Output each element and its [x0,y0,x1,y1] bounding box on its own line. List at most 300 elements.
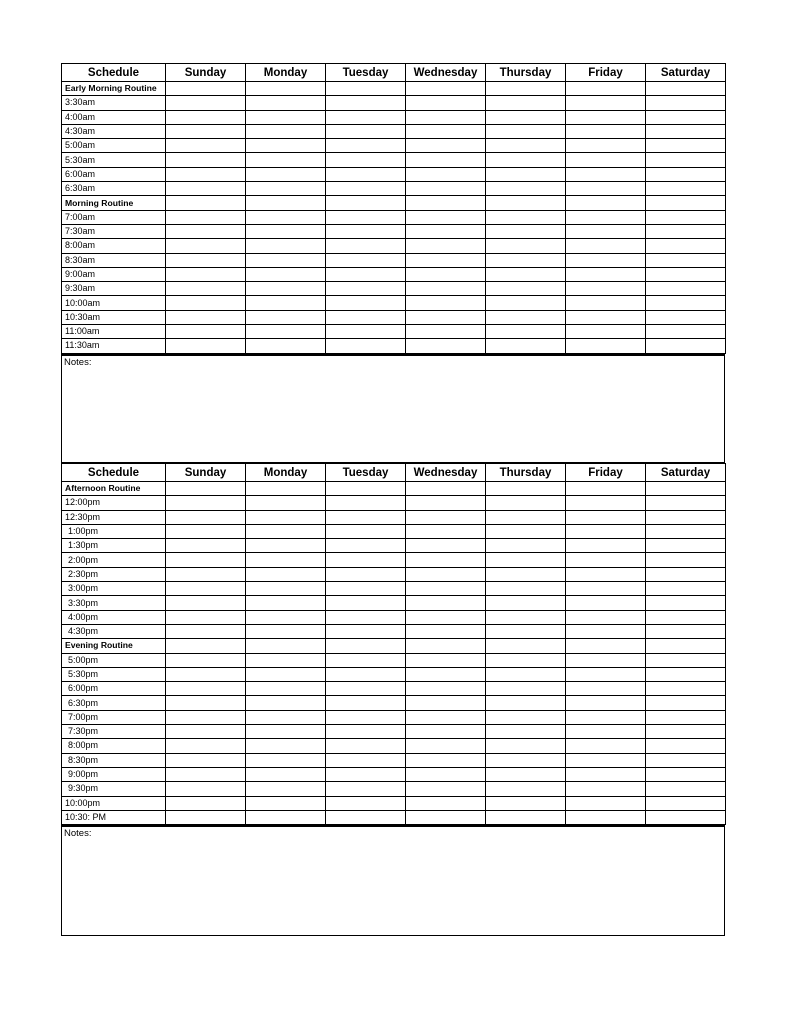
schedule-cell-friday[interactable] [566,667,646,681]
schedule-cell-tuesday[interactable] [326,610,406,624]
schedule-cell-friday[interactable] [566,682,646,696]
schedule-cell-wednesday[interactable] [406,725,486,739]
schedule-cell-monday[interactable] [246,210,326,224]
schedule-cell-wednesday[interactable] [406,167,486,181]
schedule-cell-tuesday[interactable] [326,739,406,753]
schedule-cell-saturday[interactable] [646,639,726,653]
schedule-cell-tuesday[interactable] [326,153,406,167]
schedule-cell-saturday[interactable] [646,167,726,181]
schedule-cell-thursday[interactable] [486,310,566,324]
schedule-cell-thursday[interactable] [486,696,566,710]
schedule-cell-thursday[interactable] [486,596,566,610]
schedule-cell-monday[interactable] [246,710,326,724]
schedule-cell-friday[interactable] [566,582,646,596]
schedule-cell-wednesday[interactable] [406,610,486,624]
schedule-cell-wednesday[interactable] [406,624,486,638]
schedule-cell-tuesday[interactable] [326,124,406,138]
schedule-cell-saturday[interactable] [646,653,726,667]
schedule-cell-saturday[interactable] [646,210,726,224]
schedule-cell-thursday[interactable] [486,539,566,553]
schedule-cell-saturday[interactable] [646,524,726,538]
schedule-cell-wednesday[interactable] [406,653,486,667]
schedule-cell-sunday[interactable] [166,810,246,824]
schedule-cell-saturday[interactable] [646,582,726,596]
schedule-cell-sunday[interactable] [166,182,246,196]
schedule-cell-saturday[interactable] [646,110,726,124]
schedule-cell-friday[interactable] [566,753,646,767]
schedule-cell-friday[interactable] [566,310,646,324]
schedule-cell-saturday[interactable] [646,253,726,267]
schedule-cell-wednesday[interactable] [406,82,486,96]
schedule-cell-tuesday[interactable] [326,210,406,224]
schedule-cell-sunday[interactable] [166,310,246,324]
schedule-cell-wednesday[interactable] [406,753,486,767]
schedule-cell-tuesday[interactable] [326,96,406,110]
schedule-cell-thursday[interactable] [486,582,566,596]
schedule-cell-monday[interactable] [246,153,326,167]
schedule-cell-monday[interactable] [246,196,326,210]
schedule-cell-friday[interactable] [566,110,646,124]
schedule-cell-friday[interactable] [566,196,646,210]
schedule-cell-wednesday[interactable] [406,139,486,153]
schedule-cell-wednesday[interactable] [406,739,486,753]
schedule-cell-thursday[interactable] [486,267,566,281]
schedule-cell-sunday[interactable] [166,282,246,296]
schedule-cell-sunday[interactable] [166,167,246,181]
schedule-cell-friday[interactable] [566,339,646,353]
schedule-cell-sunday[interactable] [166,596,246,610]
schedule-cell-wednesday[interactable] [406,210,486,224]
schedule-cell-sunday[interactable] [166,82,246,96]
schedule-cell-tuesday[interactable] [326,710,406,724]
schedule-cell-monday[interactable] [246,510,326,524]
schedule-cell-wednesday[interactable] [406,496,486,510]
schedule-cell-wednesday[interactable] [406,296,486,310]
schedule-cell-wednesday[interactable] [406,810,486,824]
schedule-cell-tuesday[interactable] [326,539,406,553]
schedule-cell-monday[interactable] [246,682,326,696]
schedule-cell-thursday[interactable] [486,767,566,781]
schedule-cell-sunday[interactable] [166,239,246,253]
schedule-cell-sunday[interactable] [166,325,246,339]
schedule-cell-friday[interactable] [566,610,646,624]
schedule-cell-thursday[interactable] [486,296,566,310]
schedule-cell-saturday[interactable] [646,710,726,724]
schedule-cell-tuesday[interactable] [326,282,406,296]
schedule-cell-thursday[interactable] [486,610,566,624]
schedule-cell-friday[interactable] [566,710,646,724]
schedule-cell-friday[interactable] [566,96,646,110]
schedule-cell-saturday[interactable] [646,696,726,710]
schedule-cell-sunday[interactable] [166,267,246,281]
schedule-cell-tuesday[interactable] [326,667,406,681]
schedule-cell-sunday[interactable] [166,796,246,810]
schedule-cell-monday[interactable] [246,739,326,753]
schedule-cell-monday[interactable] [246,582,326,596]
schedule-cell-sunday[interactable] [166,582,246,596]
schedule-cell-friday[interactable] [566,653,646,667]
schedule-cell-wednesday[interactable] [406,667,486,681]
schedule-cell-wednesday[interactable] [406,710,486,724]
schedule-cell-monday[interactable] [246,539,326,553]
schedule-cell-thursday[interactable] [486,253,566,267]
schedule-cell-sunday[interactable] [166,753,246,767]
schedule-cell-tuesday[interactable] [326,796,406,810]
schedule-cell-sunday[interactable] [166,196,246,210]
schedule-cell-friday[interactable] [566,153,646,167]
schedule-cell-wednesday[interactable] [406,239,486,253]
schedule-cell-thursday[interactable] [486,739,566,753]
schedule-cell-monday[interactable] [246,696,326,710]
schedule-cell-friday[interactable] [566,239,646,253]
schedule-cell-tuesday[interactable] [326,224,406,238]
schedule-cell-tuesday[interactable] [326,167,406,181]
schedule-cell-tuesday[interactable] [326,653,406,667]
schedule-cell-monday[interactable] [246,596,326,610]
schedule-cell-saturday[interactable] [646,482,726,496]
schedule-cell-tuesday[interactable] [326,496,406,510]
schedule-cell-saturday[interactable] [646,296,726,310]
schedule-cell-monday[interactable] [246,253,326,267]
schedule-cell-friday[interactable] [566,224,646,238]
schedule-cell-monday[interactable] [246,782,326,796]
schedule-cell-saturday[interactable] [646,196,726,210]
schedule-cell-sunday[interactable] [166,153,246,167]
schedule-cell-thursday[interactable] [486,667,566,681]
schedule-cell-friday[interactable] [566,253,646,267]
schedule-cell-sunday[interactable] [166,610,246,624]
schedule-cell-monday[interactable] [246,567,326,581]
schedule-cell-tuesday[interactable] [326,810,406,824]
schedule-cell-thursday[interactable] [486,282,566,296]
schedule-cell-wednesday[interactable] [406,196,486,210]
schedule-cell-wednesday[interactable] [406,110,486,124]
schedule-cell-sunday[interactable] [166,139,246,153]
schedule-cell-sunday[interactable] [166,296,246,310]
schedule-cell-monday[interactable] [246,282,326,296]
schedule-cell-thursday[interactable] [486,510,566,524]
schedule-cell-tuesday[interactable] [326,682,406,696]
schedule-cell-wednesday[interactable] [406,582,486,596]
schedule-cell-friday[interactable] [566,810,646,824]
schedule-cell-sunday[interactable] [166,253,246,267]
schedule-cell-friday[interactable] [566,282,646,296]
schedule-cell-friday[interactable] [566,696,646,710]
schedule-cell-tuesday[interactable] [326,753,406,767]
schedule-cell-saturday[interactable] [646,510,726,524]
schedule-cell-monday[interactable] [246,110,326,124]
schedule-cell-friday[interactable] [566,639,646,653]
schedule-cell-wednesday[interactable] [406,310,486,324]
schedule-cell-friday[interactable] [566,539,646,553]
schedule-cell-tuesday[interactable] [326,82,406,96]
schedule-cell-monday[interactable] [246,610,326,624]
schedule-cell-tuesday[interactable] [326,339,406,353]
schedule-cell-saturday[interactable] [646,325,726,339]
schedule-cell-wednesday[interactable] [406,124,486,138]
schedule-cell-saturday[interactable] [646,82,726,96]
schedule-cell-monday[interactable] [246,553,326,567]
schedule-cell-tuesday[interactable] [326,582,406,596]
schedule-cell-tuesday[interactable] [326,624,406,638]
schedule-cell-wednesday[interactable] [406,553,486,567]
schedule-cell-friday[interactable] [566,767,646,781]
schedule-cell-tuesday[interactable] [326,639,406,653]
schedule-cell-thursday[interactable] [486,753,566,767]
schedule-cell-saturday[interactable] [646,667,726,681]
schedule-cell-friday[interactable] [566,596,646,610]
schedule-cell-sunday[interactable] [166,710,246,724]
schedule-cell-thursday[interactable] [486,224,566,238]
schedule-cell-wednesday[interactable] [406,153,486,167]
schedule-cell-tuesday[interactable] [326,196,406,210]
schedule-cell-monday[interactable] [246,139,326,153]
schedule-cell-friday[interactable] [566,325,646,339]
schedule-cell-tuesday[interactable] [326,482,406,496]
schedule-cell-saturday[interactable] [646,124,726,138]
schedule-cell-sunday[interactable] [166,782,246,796]
schedule-cell-sunday[interactable] [166,553,246,567]
schedule-cell-sunday[interactable] [166,496,246,510]
schedule-cell-tuesday[interactable] [326,296,406,310]
schedule-cell-sunday[interactable] [166,124,246,138]
schedule-cell-monday[interactable] [246,325,326,339]
schedule-cell-sunday[interactable] [166,339,246,353]
schedule-cell-friday[interactable] [566,553,646,567]
schedule-cell-thursday[interactable] [486,782,566,796]
schedule-cell-wednesday[interactable] [406,482,486,496]
schedule-cell-friday[interactable] [566,124,646,138]
schedule-cell-wednesday[interactable] [406,639,486,653]
schedule-cell-tuesday[interactable] [326,239,406,253]
schedule-cell-friday[interactable] [566,267,646,281]
schedule-cell-wednesday[interactable] [406,267,486,281]
schedule-cell-wednesday[interactable] [406,182,486,196]
schedule-cell-friday[interactable] [566,139,646,153]
schedule-cell-saturday[interactable] [646,567,726,581]
schedule-cell-wednesday[interactable] [406,682,486,696]
schedule-cell-sunday[interactable] [166,696,246,710]
schedule-cell-friday[interactable] [566,524,646,538]
schedule-cell-monday[interactable] [246,124,326,138]
schedule-cell-saturday[interactable] [646,224,726,238]
schedule-cell-sunday[interactable] [166,653,246,667]
schedule-cell-tuesday[interactable] [326,182,406,196]
notes-box-afternoon[interactable] [61,825,725,936]
schedule-cell-thursday[interactable] [486,96,566,110]
schedule-cell-monday[interactable] [246,267,326,281]
schedule-cell-thursday[interactable] [486,339,566,353]
schedule-cell-saturday[interactable] [646,310,726,324]
schedule-cell-thursday[interactable] [486,210,566,224]
schedule-cell-wednesday[interactable] [406,325,486,339]
schedule-cell-sunday[interactable] [166,682,246,696]
schedule-cell-thursday[interactable] [486,239,566,253]
schedule-cell-monday[interactable] [246,639,326,653]
schedule-cell-wednesday[interactable] [406,510,486,524]
schedule-cell-thursday[interactable] [486,139,566,153]
schedule-cell-thursday[interactable] [486,110,566,124]
schedule-cell-monday[interactable] [246,182,326,196]
schedule-cell-sunday[interactable] [166,482,246,496]
schedule-cell-sunday[interactable] [166,667,246,681]
schedule-cell-saturday[interactable] [646,182,726,196]
schedule-cell-tuesday[interactable] [326,110,406,124]
schedule-cell-tuesday[interactable] [326,139,406,153]
schedule-cell-monday[interactable] [246,296,326,310]
schedule-cell-wednesday[interactable] [406,767,486,781]
schedule-cell-monday[interactable] [246,482,326,496]
schedule-cell-tuesday[interactable] [326,267,406,281]
schedule-cell-thursday[interactable] [486,124,566,138]
schedule-cell-saturday[interactable] [646,596,726,610]
schedule-cell-thursday[interactable] [486,639,566,653]
schedule-cell-sunday[interactable] [166,524,246,538]
schedule-cell-saturday[interactable] [646,239,726,253]
schedule-cell-sunday[interactable] [166,539,246,553]
schedule-cell-monday[interactable] [246,96,326,110]
schedule-cell-sunday[interactable] [166,739,246,753]
schedule-cell-thursday[interactable] [486,653,566,667]
schedule-cell-thursday[interactable] [486,682,566,696]
schedule-cell-thursday[interactable] [486,482,566,496]
schedule-cell-friday[interactable] [566,567,646,581]
schedule-cell-monday[interactable] [246,310,326,324]
schedule-cell-tuesday[interactable] [326,310,406,324]
schedule-cell-monday[interactable] [246,624,326,638]
schedule-cell-tuesday[interactable] [326,696,406,710]
schedule-cell-monday[interactable] [246,725,326,739]
schedule-cell-sunday[interactable] [166,767,246,781]
schedule-cell-friday[interactable] [566,82,646,96]
schedule-cell-monday[interactable] [246,224,326,238]
schedule-cell-thursday[interactable] [486,710,566,724]
schedule-cell-friday[interactable] [566,482,646,496]
schedule-cell-wednesday[interactable] [406,524,486,538]
schedule-cell-thursday[interactable] [486,524,566,538]
schedule-cell-friday[interactable] [566,796,646,810]
schedule-cell-saturday[interactable] [646,339,726,353]
schedule-cell-friday[interactable] [566,739,646,753]
schedule-cell-sunday[interactable] [166,224,246,238]
schedule-cell-saturday[interactable] [646,725,726,739]
schedule-cell-saturday[interactable] [646,767,726,781]
schedule-cell-monday[interactable] [246,82,326,96]
schedule-cell-thursday[interactable] [486,810,566,824]
schedule-cell-saturday[interactable] [646,139,726,153]
schedule-cell-friday[interactable] [566,182,646,196]
schedule-cell-friday[interactable] [566,725,646,739]
schedule-cell-tuesday[interactable] [326,567,406,581]
schedule-cell-friday[interactable] [566,296,646,310]
schedule-cell-monday[interactable] [246,810,326,824]
schedule-cell-saturday[interactable] [646,739,726,753]
schedule-cell-monday[interactable] [246,667,326,681]
schedule-cell-monday[interactable] [246,239,326,253]
schedule-cell-tuesday[interactable] [326,253,406,267]
schedule-cell-wednesday[interactable] [406,596,486,610]
schedule-cell-thursday[interactable] [486,725,566,739]
schedule-cell-friday[interactable] [566,496,646,510]
schedule-cell-thursday[interactable] [486,182,566,196]
notes-box-morning[interactable] [61,354,725,463]
schedule-cell-tuesday[interactable] [326,325,406,339]
schedule-cell-friday[interactable] [566,210,646,224]
schedule-cell-monday[interactable] [246,767,326,781]
schedule-cell-sunday[interactable] [166,639,246,653]
schedule-cell-tuesday[interactable] [326,767,406,781]
schedule-cell-friday[interactable] [566,782,646,796]
schedule-cell-saturday[interactable] [646,753,726,767]
schedule-cell-saturday[interactable] [646,810,726,824]
schedule-cell-wednesday[interactable] [406,282,486,296]
schedule-cell-wednesday[interactable] [406,253,486,267]
schedule-cell-wednesday[interactable] [406,696,486,710]
schedule-cell-thursday[interactable] [486,82,566,96]
schedule-cell-monday[interactable] [246,796,326,810]
schedule-cell-sunday[interactable] [166,510,246,524]
schedule-cell-wednesday[interactable] [406,224,486,238]
schedule-cell-saturday[interactable] [646,796,726,810]
schedule-cell-thursday[interactable] [486,567,566,581]
schedule-cell-monday[interactable] [246,496,326,510]
schedule-cell-sunday[interactable] [166,210,246,224]
schedule-cell-sunday[interactable] [166,567,246,581]
schedule-cell-saturday[interactable] [646,496,726,510]
schedule-cell-saturday[interactable] [646,153,726,167]
schedule-cell-sunday[interactable] [166,96,246,110]
schedule-cell-tuesday[interactable] [326,782,406,796]
schedule-cell-wednesday[interactable] [406,796,486,810]
schedule-cell-thursday[interactable] [486,167,566,181]
schedule-cell-sunday[interactable] [166,725,246,739]
schedule-cell-monday[interactable] [246,653,326,667]
schedule-cell-saturday[interactable] [646,610,726,624]
schedule-cell-friday[interactable] [566,510,646,524]
schedule-cell-wednesday[interactable] [406,96,486,110]
schedule-cell-wednesday[interactable] [406,567,486,581]
schedule-cell-tuesday[interactable] [326,510,406,524]
schedule-cell-saturday[interactable] [646,624,726,638]
schedule-cell-thursday[interactable] [486,196,566,210]
schedule-cell-thursday[interactable] [486,153,566,167]
schedule-cell-saturday[interactable] [646,282,726,296]
schedule-cell-monday[interactable] [246,167,326,181]
schedule-cell-tuesday[interactable] [326,524,406,538]
schedule-cell-monday[interactable] [246,753,326,767]
schedule-cell-thursday[interactable] [486,796,566,810]
schedule-cell-saturday[interactable] [646,682,726,696]
schedule-cell-tuesday[interactable] [326,553,406,567]
schedule-cell-monday[interactable] [246,524,326,538]
schedule-cell-saturday[interactable] [646,96,726,110]
schedule-cell-saturday[interactable] [646,267,726,281]
schedule-cell-thursday[interactable] [486,624,566,638]
schedule-cell-sunday[interactable] [166,624,246,638]
schedule-cell-thursday[interactable] [486,496,566,510]
schedule-cell-thursday[interactable] [486,553,566,567]
schedule-cell-saturday[interactable] [646,553,726,567]
schedule-cell-friday[interactable] [566,624,646,638]
schedule-cell-wednesday[interactable] [406,339,486,353]
schedule-cell-tuesday[interactable] [326,725,406,739]
schedule-cell-tuesday[interactable] [326,596,406,610]
schedule-cell-saturday[interactable] [646,539,726,553]
schedule-cell-thursday[interactable] [486,325,566,339]
schedule-cell-friday[interactable] [566,167,646,181]
schedule-cell-saturday[interactable] [646,782,726,796]
schedule-cell-sunday[interactable] [166,110,246,124]
